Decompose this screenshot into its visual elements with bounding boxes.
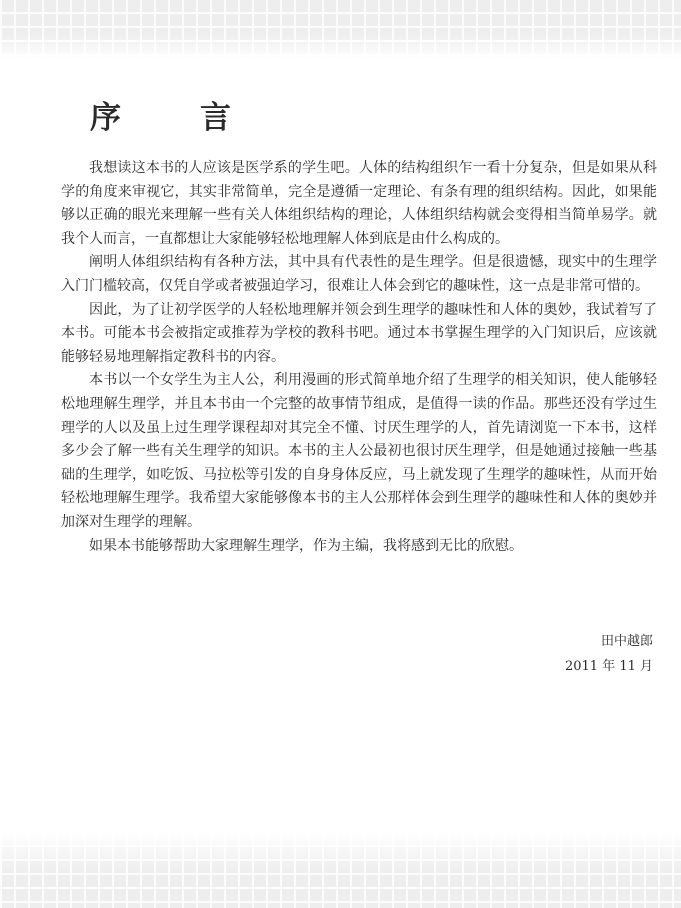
paragraph-5: 如果本书能够帮助大家理解生理学，作为主编，我将感到无比的欣慰。	[89, 537, 523, 554]
page-title: 序 言	[90, 100, 255, 136]
top-decorative-band	[0, 0, 681, 60]
signature-date: 2011 年 11 月	[564, 659, 653, 674]
author-signature: 田中越郎	[600, 634, 653, 649]
paragraph-2: 阐明人体组织结构有各种方法，其中具有代表性的是生理学。但是很遗憾，现实中的生理学入门门槛较高，仅凭自学或者被强迫学习，很难让人体会到它的趣味性，这一点是非常可惜的。	[61, 254, 657, 294]
bottom-decorative-band	[0, 833, 681, 908]
paragraph-3: 因此，为了让初学医学的人轻松地理解并领会到生理学的趣味性和人体的奥妙，我试着写了本书。可能本书会被指定或推荐为学校的教科书吧。通过本书掌握生理学的入门知识后，应该就能够轻易地理解指定教科书的内容。	[61, 301, 657, 365]
paragraph-4: 本书以一个女学生为主人公，利用漫画的形式简单地介绍了生理学的相关知识，使人能够轻松地理解生理学，并且本书由一个完整的故事情节组成，是值得一读的作品。那些还没有学过生理学的人以及虽上过生理学课程却对其完全不懂、讨厌生理学的人，首先请浏览一下本书，这样多少会了解一些有关生理学的知识。本书的主人公最初也很讨厌生理学，但是她通过接触一些基础的生理学，如吃饭、马拉松等引发的自身身体反应，马上就发现了生理学的趣味性，从而开始轻松地理解生理学。我希望大家能够像本书的主人公那样体会到生理学的趣味性和人体的奥妙并加深对生理学的理解。	[61, 372, 657, 530]
preface-body	[61, 157, 657, 558]
paragraph-1: 我想读这本书的人应该是医学系的学生吧。人体的结构组织乍一看十分复杂，但是如果从科学的角度来审视它，其实非常简单，完全是遵循一定理论、有条有理的组织结构。因此，如果能够以正确的眼光来理解一些有关人体组织结构的理论，人体组织结构就会变得相当简单易学。就我个人而言，一直都想让大家能够轻松地理解人体到底是由什么构成的。	[61, 160, 657, 247]
